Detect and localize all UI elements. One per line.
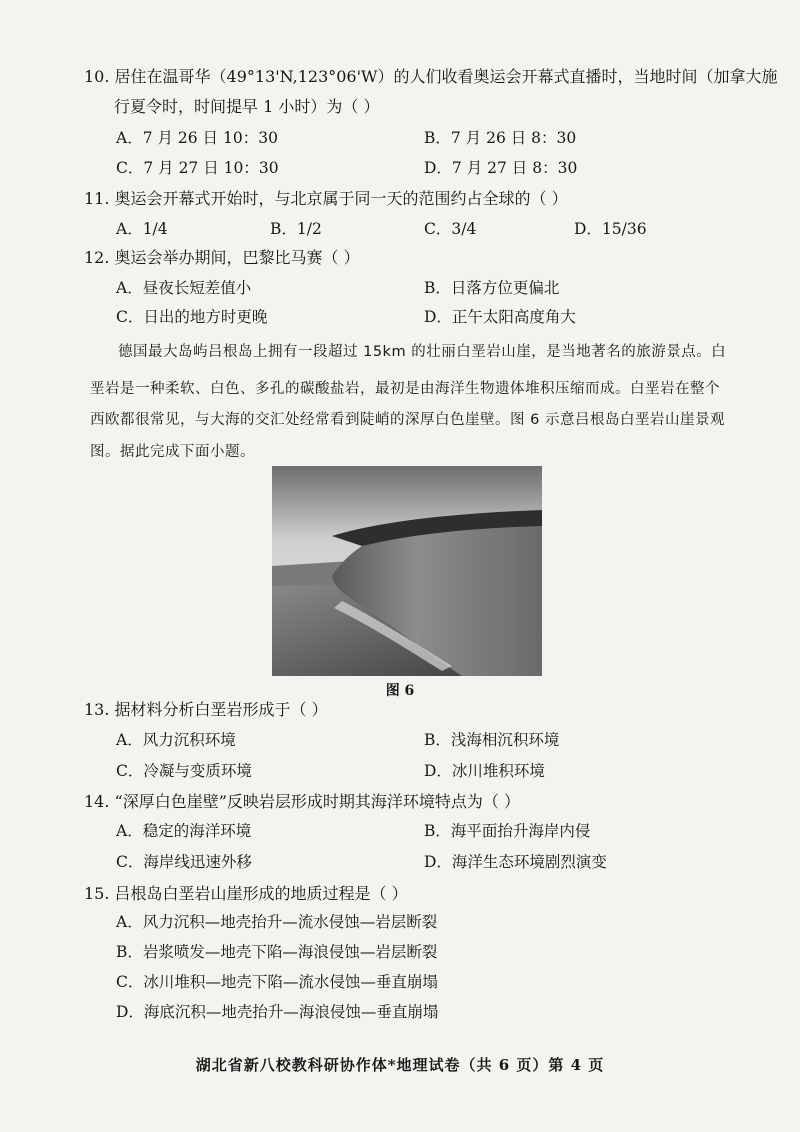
- q13-option-a: A．风力沉积环境: [116, 731, 236, 749]
- figure-caption: 图 6: [385, 683, 415, 699]
- page-footer: 湖北省新八校教科研协作体*地理试卷（共 6 页）第 4 页: [195, 1056, 605, 1074]
- q13-option-b: B．浅海相沉积环境: [424, 731, 560, 749]
- q12-option-d: D．正午太阳高度角大: [424, 308, 576, 326]
- q11-option-a: A．1/4: [116, 220, 168, 238]
- q13-option-c: C．冷凝与变质环境: [116, 762, 252, 780]
- passage-line-3: 西欧都很常见，与大海的交汇处经常看到陡峭的深厚白色崖壁。图 6 示意吕根岛白垩岩山崖景观: [90, 412, 725, 428]
- q15-option-b: B．岩浆喷发—地壳下陷—海浪侵蚀—岩层断裂: [116, 943, 438, 961]
- q10-option-c: C．7 月 27 日 10：30: [116, 159, 279, 177]
- q15-option-d: D．海底沉积—地壳抬升—海浪侵蚀—垂直崩塌: [116, 1003, 439, 1021]
- chalk-cliff-photo: [272, 466, 542, 676]
- passage-line-2: 垩岩是一种柔软、白色、多孔的碳酸盐岩，最初是由海洋生物遗体堆积压缩而成。白垩岩在整个: [90, 381, 720, 397]
- q11-option-c: C．3/4: [424, 220, 477, 238]
- q10-stem-line1: 10. 居住在温哥华（49°13'N,123°06'W）的人们收看奥运会开幕式直播时，当地时间（加拿大施: [84, 67, 778, 86]
- q13-option-d: D．冰川堆积环境: [424, 762, 545, 780]
- q11-option-d: D．15/36: [574, 220, 647, 238]
- q12-option-b: B．日落方位更偏北: [424, 279, 560, 297]
- q12-stem: 12. 奥运会举办期间，巴黎比马赛（ ）: [84, 248, 360, 267]
- q15-option-c: C．冰川堆积—地壳下陷—流水侵蚀—垂直崩塌: [116, 973, 438, 991]
- q13-stem: 13. 据材料分析白垩岩形成于（ ）: [84, 700, 328, 719]
- q14-option-c: C．海岸线迅速外移: [116, 853, 252, 871]
- q11-stem: 11. 奥运会开幕式开始时，与北京属于同一天的范围约占全球的（ ）: [84, 189, 568, 208]
- passage-line-1: 德国最大岛屿吕根岛上拥有一段超过 15km 的壮丽白垩岩山崖，是当地著名的旅游景点。白: [118, 344, 727, 360]
- q14-option-b: B．海平面抬升海岸内侵: [424, 822, 591, 840]
- q12-option-c: C．日出的地方时更晚: [116, 308, 268, 326]
- q15-option-a: A．风力沉积—地壳抬升—流水侵蚀—岩层断裂: [116, 913, 438, 931]
- q14-stem: 14. “深厚白色崖壁”反映岩层形成时期其海洋环境特点为（ ）: [84, 792, 520, 811]
- q12-option-a: A．昼夜长短差值小: [116, 279, 252, 297]
- q15-stem: 15. 吕根岛白垩岩山崖形成的地质过程是（ ）: [84, 884, 408, 903]
- q10-option-d: D．7 月 27 日 8：30: [424, 159, 578, 177]
- passage-line-4: 图。据此完成下面小题。: [90, 444, 255, 460]
- q14-option-d: D．海洋生态环境剧烈演变: [424, 853, 607, 871]
- q10-option-b: B．7 月 26 日 8：30: [424, 129, 577, 147]
- q10-stem-line2: 行夏令时，时间提早 1 小时）为（ ）: [114, 97, 380, 116]
- q10-option-a: A．7 月 26 日 10：30: [116, 129, 278, 147]
- q14-option-a: A．稳定的海洋环境: [116, 822, 252, 840]
- q11-option-b: B．1/2: [270, 220, 322, 238]
